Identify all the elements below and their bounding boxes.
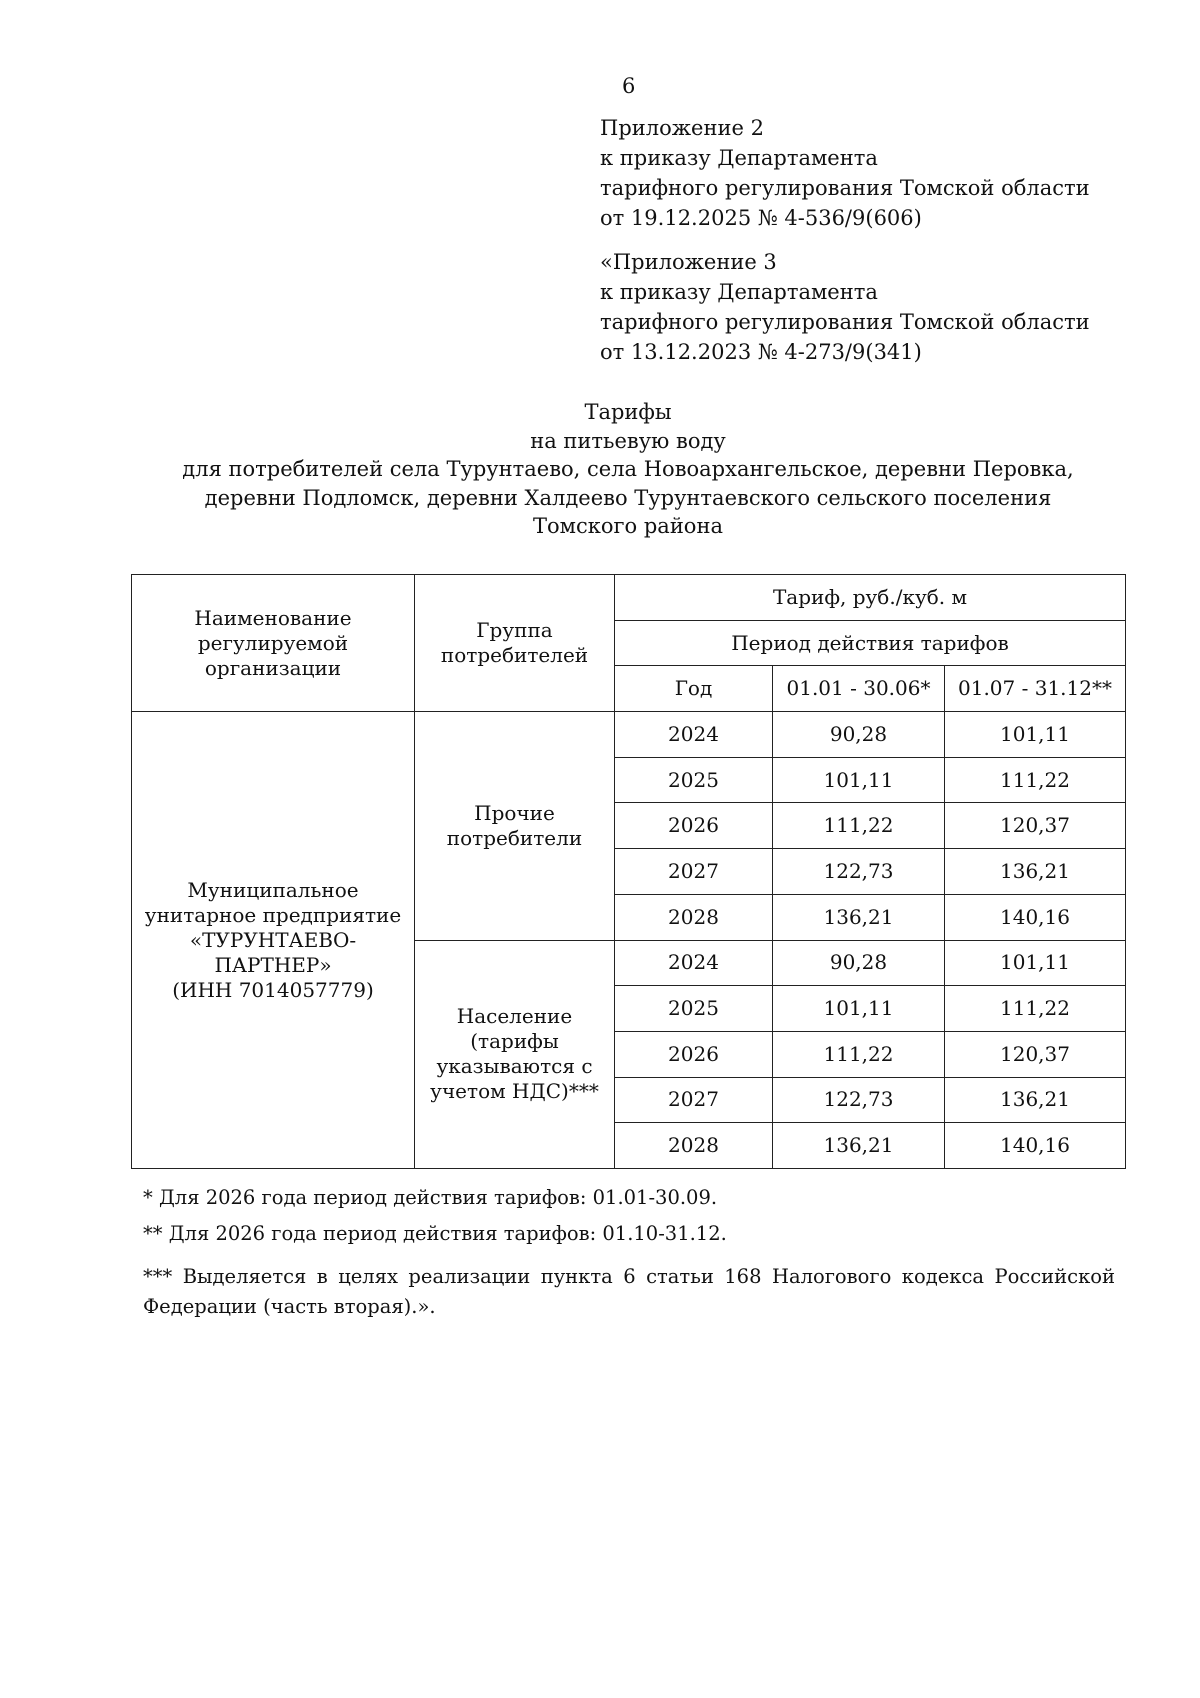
header-period-1: 01.01 - 30.06* [773,666,945,712]
tariff-period-1-cell: 122,73 [773,849,945,895]
year-cell: 2028 [615,894,773,940]
document-title [120,398,1136,541]
tariff-period-2-cell: 140,16 [945,894,1126,940]
appendix-previous-header [600,247,1090,367]
header-group: Группа потребителей [415,575,615,712]
appendix-line: тарифного регулирования Томской области [600,310,1090,334]
title-line: Тарифы [584,400,672,424]
tariff-period-2-cell: 111,22 [945,757,1126,803]
tariff-period-1-cell: 122,73 [773,1077,945,1123]
tariff-period-1-cell: 101,11 [773,986,945,1032]
appendix-line: от 13.12.2023 № 4-273/9(341) [600,340,922,364]
tariff-period-1-cell: 90,28 [773,712,945,758]
tariff-period-1-cell: 90,28 [773,940,945,986]
title-line: для потребителей села Турунтаево, села Новоархангельское, деревни Перовка, [182,457,1074,481]
title-line: Томского района [533,514,723,538]
header-period-2: 01.07 - 31.12** [945,666,1126,712]
consumer-group-cell [415,940,615,1168]
appendix-line: к приказу Департамента [600,146,878,170]
tariff-period-2-cell: 120,37 [945,1031,1126,1077]
consumer-group-line: учетом НДС)*** [430,1079,599,1104]
consumer-group-line: указываются с [436,1054,593,1079]
year-cell: 2024 [615,940,773,986]
tariff-period-2-cell: 111,22 [945,986,1126,1032]
tariff-period-1-cell: 136,21 [773,894,945,940]
tariff-period-2-cell: 101,11 [945,712,1126,758]
year-cell: 2028 [615,1123,773,1169]
tariff-period-1-cell: 136,21 [773,1123,945,1169]
tariff-period-2-cell: 136,21 [945,1077,1126,1123]
table-row [132,712,1126,758]
year-cell: 2027 [615,849,773,895]
header-year: Год [615,666,773,712]
year-cell: 2025 [615,986,773,1032]
organization-line: Муниципальное [187,877,359,902]
consumer-group-line: потребители [446,825,583,850]
title-line: на питьевую воду [530,428,726,453]
organization-line: «ТУРУНТАЕВО- [189,927,357,952]
title-line: деревни Подломск, деревни Халдеево Турунтаевского сельского поселения [204,485,1052,510]
consumer-group-line: Население [456,1004,573,1029]
tariff-period-2-cell: 101,11 [945,940,1126,986]
consumer-group-line: Прочие [474,800,555,825]
appendix-line: к приказу Департамента [600,280,878,304]
tariff-period-2-cell: 136,21 [945,849,1126,895]
year-cell: 2027 [615,1077,773,1123]
year-cell: 2026 [615,803,773,849]
tariff-table-header [132,575,1126,712]
organization-line: ПАРТНЕР» [214,952,332,977]
organization-line: (ИНН 7014057779) [172,977,374,1002]
appendix-line: «Приложение 3 [600,250,777,274]
tariff-period-2-cell: 120,37 [945,803,1126,849]
appendix-line: тарифного регулирования Томской области [600,176,1090,200]
tariff-period-1-cell: 101,11 [773,757,945,803]
organization-line: унитарное предприятие [144,902,402,927]
appendix-line: Приложение 2 [600,116,764,140]
tariff-table [131,574,1126,1169]
year-cell: 2026 [615,1031,773,1077]
header-tariff: Тариф, руб./куб. м [615,575,1126,621]
header-organization: Наименование регулируемой организации [132,575,415,712]
header-period: Период действия тарифов [615,620,1126,666]
footnote-3: *** Выделяется в целях реализации пункта 6 статьи 168 Налогового кодекса Российской Федерации (часть вторая).». [143,1265,1115,1318]
appendix-line: от 19.12.2025 № 4-536/9(606) [600,206,922,230]
year-cell: 2025 [615,757,773,803]
tariff-period-2-cell: 140,16 [945,1123,1126,1169]
consumer-group-line: (тарифы [470,1029,559,1054]
footnote-2: ** Для 2026 года период действия тарифов: 01.10-31.12. [143,1222,727,1245]
tariff-period-1-cell: 111,22 [773,803,945,849]
page-number: 6 [622,74,636,98]
footnote-1: * Для 2026 года период действия тарифов: 01.01-30.09. [143,1186,718,1209]
consumer-group-cell [415,712,615,940]
year-cell: 2024 [615,712,773,758]
tariff-table-body [132,712,1126,1169]
tariff-period-1-cell: 111,22 [773,1031,945,1077]
appendix-current-header [600,113,1090,233]
organization-cell [132,712,415,1169]
